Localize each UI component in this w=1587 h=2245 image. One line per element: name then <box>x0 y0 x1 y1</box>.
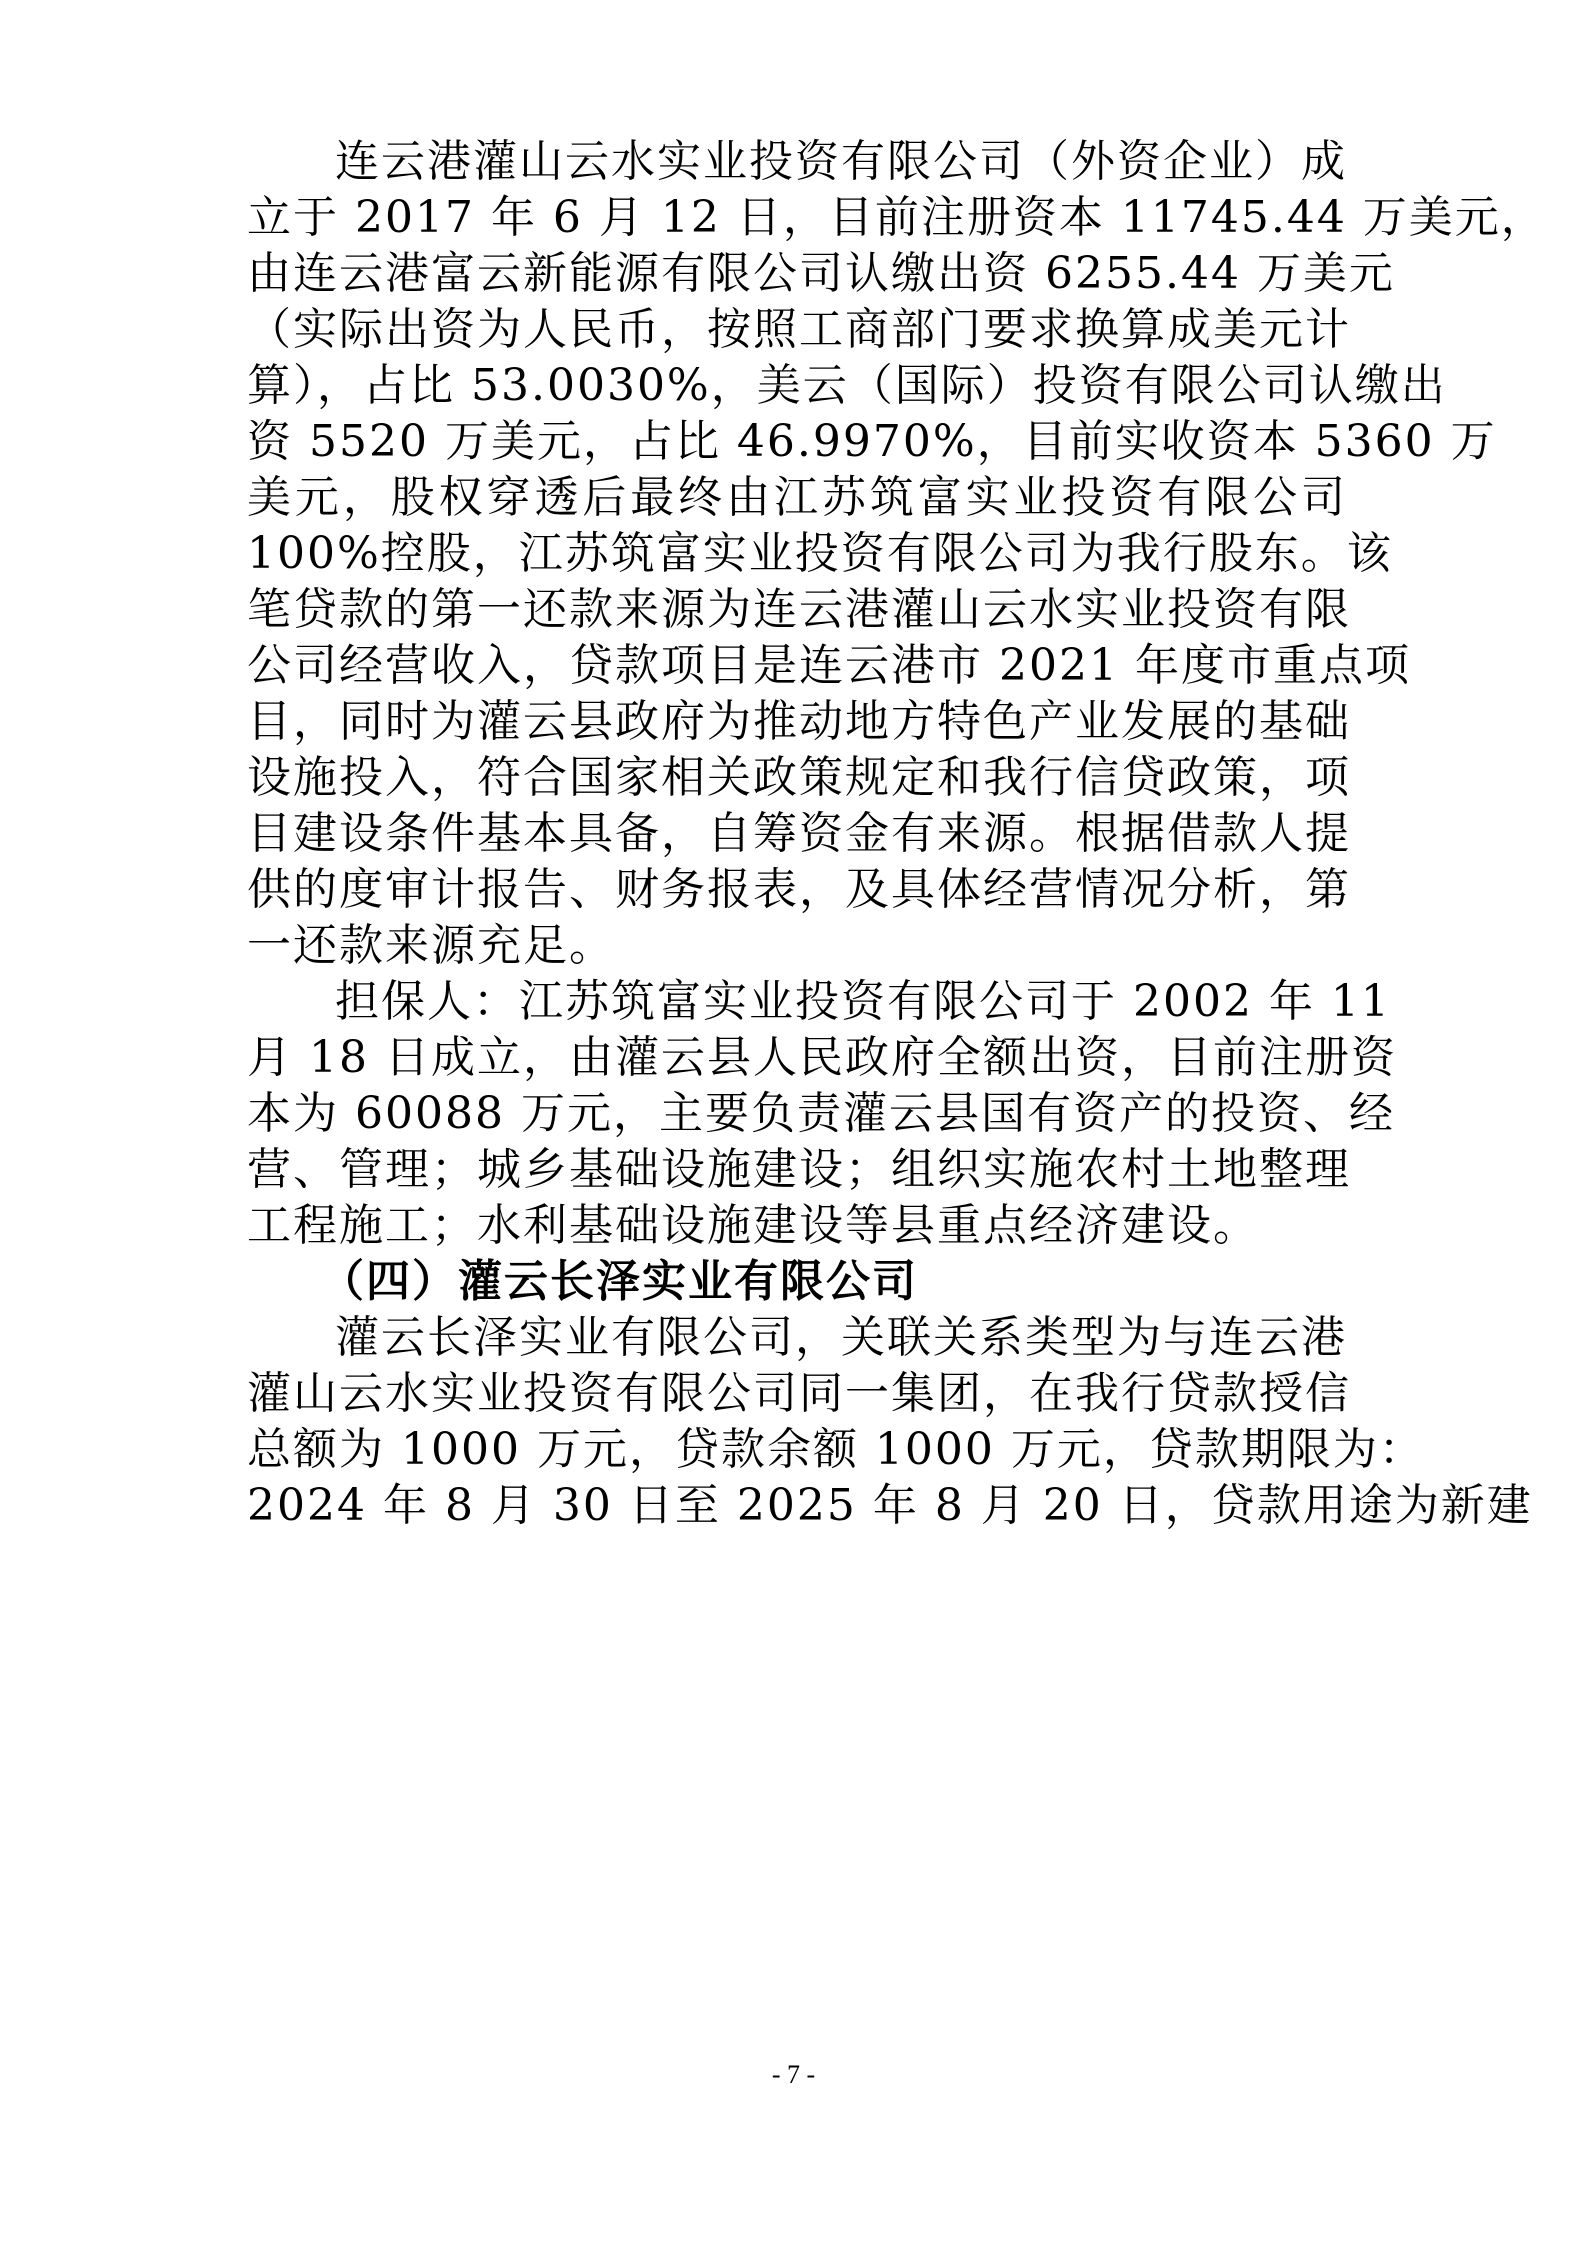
section-heading: （四）灌云长泽实业有限公司 <box>320 1256 918 1307</box>
paragraph-2-line: 工程施工；水利基础设施建设等县重点经济建设。 <box>247 1200 1259 1251</box>
paragraph-1-line: 连云港灌山云水实业投资有限公司（外资企业）成 <box>335 136 1347 187</box>
page-number: - 7 - <box>771 2060 816 2089</box>
paragraph-1-line: 供的度审计报告、财务报表，及具体经营情况分析，第 <box>247 864 1351 915</box>
paragraph-1-line: 由连云港富云新能源有限公司认缴出资 6255.44 万美元 <box>247 248 1395 299</box>
paragraph-1-line: 目，同时为灌云县政府为推动地方特色产业发展的基础 <box>247 696 1351 747</box>
paragraph-1-line: 设施投入，符合国家相关政策规定和我行信贷政策，项 <box>247 752 1351 803</box>
paragraph-2-line: 本为 60088 万元，主要负责灌云县国有资产的投资、经 <box>247 1088 1395 1139</box>
paragraph-1-line: 美元，股权穿透后最终由江苏筑富实业投资有限公司 <box>247 472 1347 523</box>
paragraph-3-line: 2024 年 8 月 30 日至 2025 年 8 月 20 日，贷款用途为新建 <box>247 1480 1533 1531</box>
paragraph-1-line: 立于 2017 年 6 月 12 日，目前注册资本 11745.44 万美元， <box>247 192 1547 243</box>
paragraph-3-line: 灌山云水实业投资有限公司同一集团，在我行贷款授信 <box>247 1368 1351 1419</box>
paragraph-2-line: 营、管理；城乡基础设施建设；组织实施农村土地整理 <box>247 1144 1351 1195</box>
paragraph-1-line: 公司经营收入，贷款项目是连云港市 2021 年度市重点项 <box>247 640 1411 691</box>
paragraph-1-line: 笔贷款的第一还款来源为连云港灌山云水实业投资有限 <box>247 584 1351 635</box>
paragraph-2-line: 月 18 日成立，由灌云县人民政府全额出资，目前注册资 <box>247 1032 1397 1083</box>
paragraph-1-line: 一还款来源充足。 <box>247 920 615 971</box>
paragraph-2-line: 担保人：江苏筑富实业投资有限公司于 2002 年 11 <box>335 976 1391 1027</box>
paragraph-1-line: （实际出资为人民币，按照工商部门要求换算成美元计 <box>247 304 1351 355</box>
paragraph-1-line: 目建设条件基本具备，自筹资金有来源。根据借款人提 <box>247 808 1351 859</box>
paragraph-1-line: 算），占比 53.0030%，美云（国际）投资有限公司认缴出 <box>247 360 1447 411</box>
paragraph-1-line: 100%控股，江苏筑富实业投资有限公司为我行股东。该 <box>247 528 1393 579</box>
paragraph-3-line: 总额为 1000 万元，贷款余额 1000 万元，贷款期限为： <box>247 1424 1425 1475</box>
paragraph-1-line: 资 5520 万美元，占比 46.9970%，目前实收资本 5360 万 <box>247 416 1497 467</box>
paragraph-3-line: 灌云长泽实业有限公司，关联关系类型为与连云港 <box>335 1312 1347 1363</box>
